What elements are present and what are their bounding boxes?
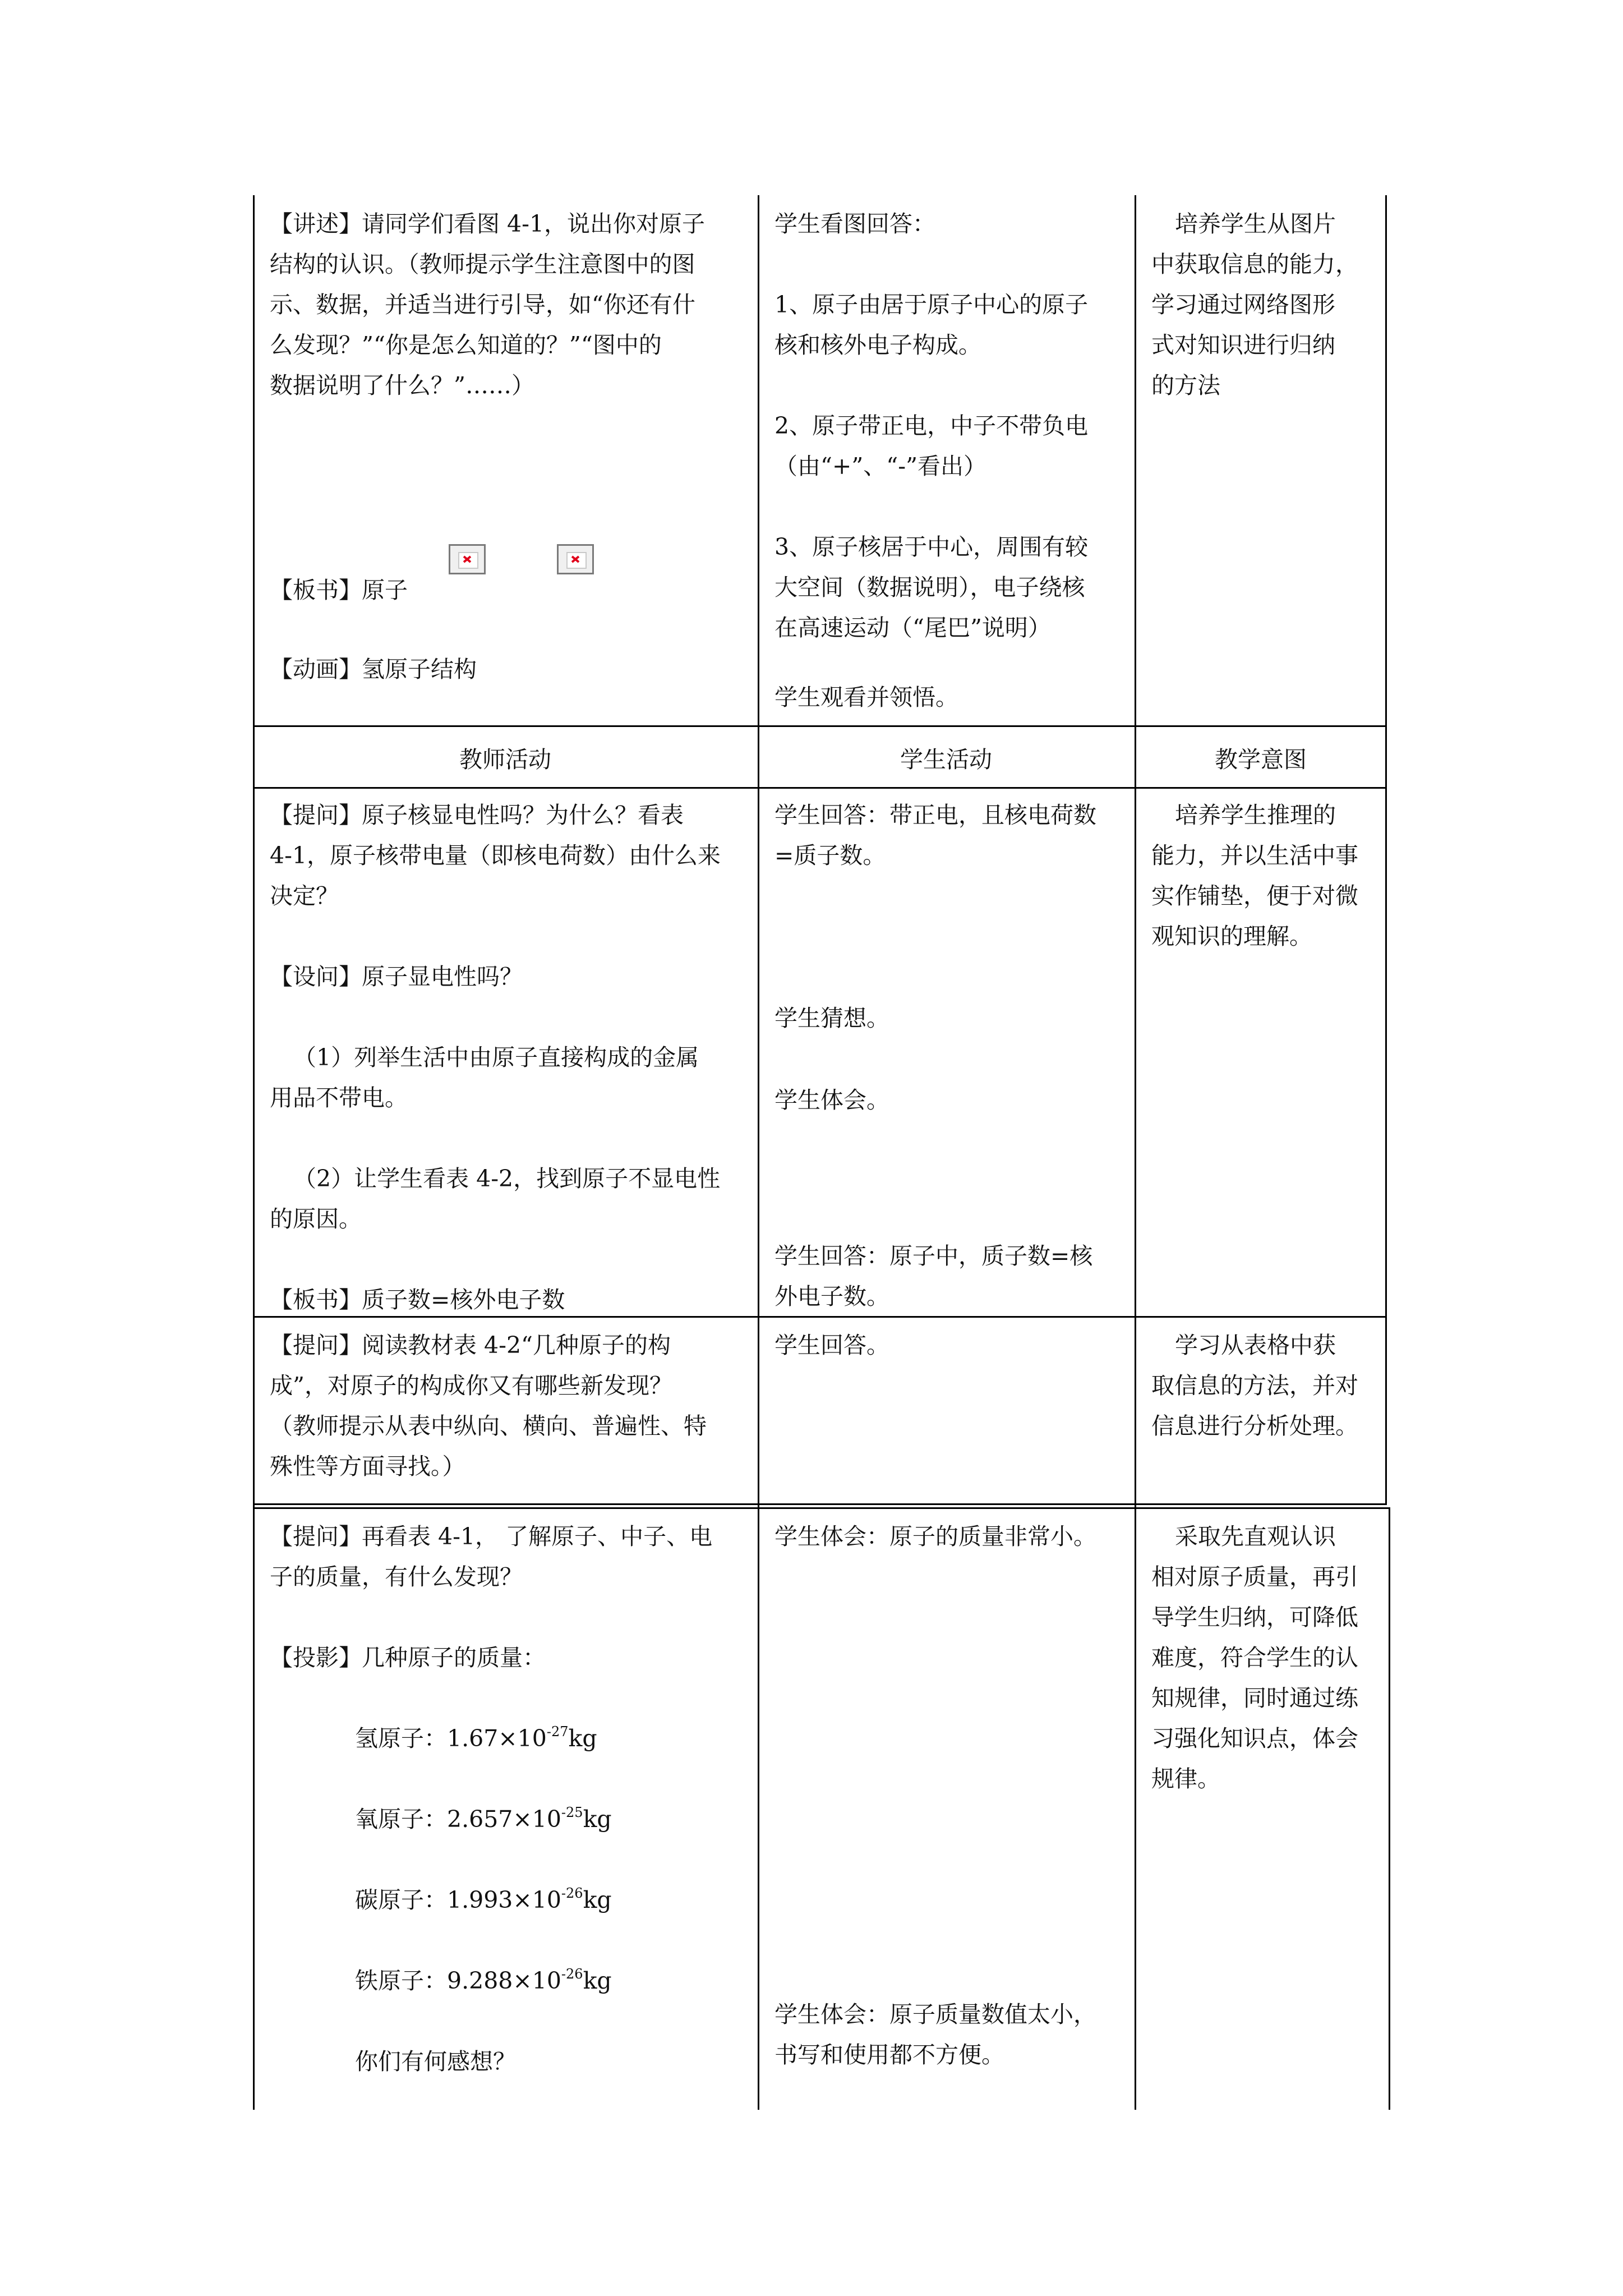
question-line: 成”，对原子的构成你又有哪些新发现？ [270, 1372, 672, 1399]
mass-exponent: -26 [561, 1885, 583, 1901]
feel-line: 学生体会：原子质量数值太小， [774, 2001, 1096, 2028]
intent-line: 的方法 [1151, 372, 1220, 399]
row3-student-cell: 学生回答。 [774, 1332, 889, 1359]
header-teacher-activity: 教师活动 [459, 746, 551, 773]
student-point-line: （由“+”、“-”看出） [774, 453, 987, 480]
animation-tag: 【动画】 [270, 656, 362, 683]
mass-carbon [270, 1880, 746, 1920]
mass-exponent: -27 [546, 1724, 569, 1740]
student-point-line: 核和核外电子构成。 [774, 332, 981, 358]
table-border-right-lower [1389, 1509, 1390, 2110]
intent-line: 学习从表格中获 [1175, 1332, 1336, 1359]
student-guess: 学生猜想。 [774, 1005, 889, 1032]
lecture-line: 结构的认识。（教师提示学生注意图中的图 [270, 251, 695, 278]
header-teaching-intent: 教学意图 [1215, 746, 1307, 773]
feel-line: 书写和使用都不方便。 [774, 2041, 1004, 2068]
mass-unit: kg [583, 1887, 612, 1913]
mass-exponent: -26 [561, 1966, 583, 1982]
intent-line: 观知识的理解。 [1151, 923, 1312, 950]
intent-line: 实作铺垫，便于对微 [1151, 882, 1358, 909]
row-divider-2 [253, 787, 1387, 789]
table-border-left [253, 195, 255, 2110]
row1-student-cell [774, 204, 1128, 717]
student-point-line: 3、原子核居于中心，周围有较 [774, 533, 1089, 560]
intent-line: 学习通过网络图形 [1151, 291, 1335, 318]
mass-oxygen [270, 1799, 746, 1839]
mass-unit: kg [583, 1967, 612, 1994]
header-student-activity: 学生活动 [900, 746, 992, 773]
student-feel: 学生体会。 [774, 1087, 889, 1114]
column-divider-1 [758, 195, 759, 2110]
intent-line: 培养学生从图片 [1175, 210, 1336, 237]
lecture-line: 示、数据，并适当进行引导，如“你还有什 [270, 291, 695, 318]
mass-unit: kg [568, 1725, 597, 1752]
answer-line: 学生回答：原子中，质子数=核 [774, 1243, 1093, 1269]
intent-line: 能力，并以生活中事 [1151, 842, 1358, 869]
intent-line: 知规律，同时通过练 [1151, 1685, 1358, 1711]
mass-label: 氧原子：2.657×10 [355, 1806, 561, 1833]
intent-line: 取信息的方法，并对 [1151, 1372, 1358, 1399]
question-line: 【提问】再看表 4-1， 了解原子、中子、电 [270, 1523, 713, 1550]
mass-label: 铁原子：9.288×10 [355, 1967, 561, 1994]
question-line: 决定？ [270, 882, 339, 909]
student-point-line: 在高速运动（“尾巴”说明） [774, 614, 1051, 641]
question-line: 【提问】阅读教材表 4-2“几种原子的构 [270, 1332, 671, 1359]
row2-teacher-cell [270, 795, 746, 1320]
row2-student-answer2 [774, 1236, 1128, 1317]
student-point-line: 1、原子由居于原子中心的原子 [774, 291, 1089, 318]
student-point-line: 大空间（数据说明），电子绕核 [774, 574, 1085, 601]
row4-student-feel2 [774, 1994, 1128, 2075]
item2-line: （2）让学生看表 4-2，找到原子不显电性 [293, 1165, 721, 1192]
intent-line: 式对知识进行归纳 [1151, 332, 1335, 358]
student-intro: 学生看图回答： [774, 210, 935, 237]
lecture-tag: 【讲述】 [270, 210, 362, 237]
table-border-right [1385, 195, 1387, 1503]
question-line: 4-1，原子核带电量（即核电荷数）由什么来 [270, 842, 721, 869]
intent-line: 中获取信息的能力， [1151, 251, 1358, 278]
answer-line: 学生回答：带正电，且核电荷数 [774, 802, 1096, 829]
item1-line: （1）列举生活中由原子直接构成的金属 [293, 1044, 699, 1071]
mass-label: 氢原子：1.67×10 [355, 1725, 547, 1752]
item1-line: 用品不带电。 [270, 1084, 408, 1111]
question-line: 【提问】原子核显电性吗？为什么？看表 [270, 802, 684, 829]
mass-exponent: -25 [561, 1805, 583, 1820]
intent-line: 规律。 [1151, 1765, 1220, 1792]
reflection-question: 你们有何感想？ [355, 2048, 516, 2075]
board-tag: 【板书】 [270, 577, 362, 604]
row4-intent-cell [1151, 1516, 1376, 1799]
animation-note [270, 649, 746, 689]
mass-iron [270, 1961, 746, 2001]
row4-teacher-cell [270, 1516, 746, 2082]
animation-text: 氢原子结构 [362, 656, 477, 683]
row3-intent-cell [1151, 1325, 1376, 1446]
set-question: 【设问】原子显电性吗？ [270, 963, 523, 990]
row2-intent-cell [1151, 795, 1376, 956]
lecture-line: 请同学们看图 4-1，说出你对原子 [362, 210, 706, 237]
answer-line: =质子数。 [774, 842, 886, 869]
intent-line: 习强化知识点，体会 [1151, 1725, 1358, 1752]
question-line: 殊性等方面寻找。） [270, 1453, 465, 1480]
mass-label: 碳原子：1.993×10 [355, 1887, 561, 1913]
projection-title: 【投影】几种原子的质量： [270, 1644, 546, 1671]
row1-intent-cell [1151, 204, 1376, 406]
row-divider-1 [253, 725, 1387, 727]
lecture-line: 么发现？”“你是怎么知道的？”“图中的 [270, 332, 662, 358]
board-text: 原子 [362, 577, 408, 604]
question-line: 子的质量，有什么发现？ [270, 1563, 523, 1590]
lecture-line: 数据说明了什么？”……） [270, 372, 534, 399]
row3-teacher-cell [270, 1325, 746, 1487]
row2-student-cell [774, 795, 1128, 876]
board-formula: 【板书】质子数=核外电子数 [270, 1286, 565, 1313]
student-outro: 学生观看并领悟。 [774, 684, 958, 711]
intent-line: 培养学生推理的 [1175, 802, 1336, 829]
row-divider-4 [253, 1503, 1387, 1505]
intent-line: 采取先直观认识 [1175, 1523, 1336, 1550]
mass-unit: kg [583, 1806, 612, 1833]
column-divider-2 [1135, 195, 1136, 2110]
item2-line: 的原因。 [270, 1205, 362, 1232]
row4-student-feel1: 学生体会：原子的质量非常小。 [774, 1523, 1096, 1550]
intent-line: 导学生归纳，可降低 [1151, 1604, 1358, 1631]
intent-line: 信息进行分析处理。 [1151, 1412, 1358, 1439]
intent-line: 难度，符合学生的认 [1151, 1644, 1358, 1671]
row1-teacher-cell [270, 204, 746, 406]
board-note [270, 570, 746, 610]
intent-line: 相对原子质量，再引 [1151, 1563, 1358, 1590]
student-point-line: 2、原子带正电，中子不带负电 [774, 412, 1089, 439]
question-line: （教师提示从表中纵向、横向、普遍性、特 [270, 1412, 707, 1439]
mass-hydrogen [270, 1718, 746, 1759]
answer-line: 外电子数。 [774, 1283, 889, 1310]
row-divider-5 [253, 1507, 1390, 1509]
